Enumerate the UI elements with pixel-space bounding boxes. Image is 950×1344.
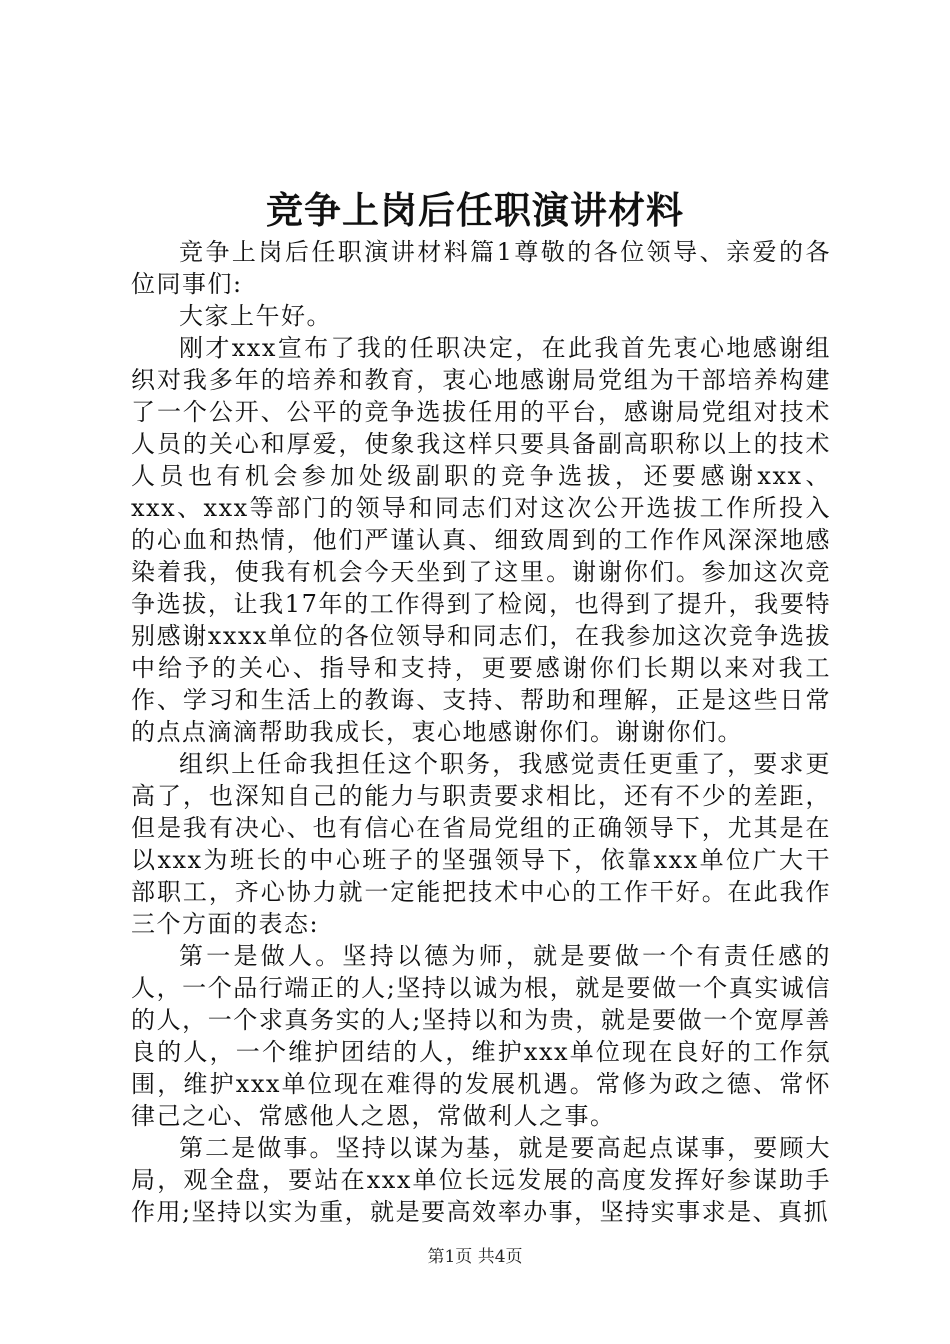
paragraph-commitment: 组织上任命我担任这个职务，我感觉责任更重了，要求更高了，也深知自己的能力与职责要求相比，还有不少的差距，但是我有决心、也有信心在省局党组的正确领导下，尤其是在以xxx为班长的中心班子的坚强领导下，依靠xxx单位广大干部职工，齐心协力就一定能把技术中心的工作干好。在此我作三个方面的表态: [131, 750, 831, 938]
document-title: 竞争上岗后任职演讲材料 [266, 188, 684, 232]
page-footer: 第1页 共4页 [427, 1247, 523, 1267]
document-body [131, 236, 831, 1228]
paragraph-work: 第二是做事。坚持以谋为基，就是要高起点谋事，要顾大局，观全盘，要站在xxx单位长远发展的高度发挥好参谋助手作用;坚持以实为重，就是要高效率办事，坚持实事求是、真抓 [131, 1134, 831, 1226]
paragraph-conduct: 第一是做人。坚持以德为师，就是要做一个有责任感的人，一个品行端正的人;坚持以诚为根，就是要做一个真实诚信的人，一个求真务实的人;坚持以和为贵，就是要做一个宽厚善良的人，一个维护团结的人，维护xxx单位现在良好的工作氛围，维护xxx单位现在难得的发展机遇。常修为政之德、常怀律己之心、常感他人之恩，常做利人之事。 [131, 942, 831, 1130]
paragraph-thanks: 刚才xxx宣布了我的任职决定，在此我首先衷心地感谢组织对我多年的培养和教育，衷心地感谢局党组为干部培养构建了一个公开、公平的竞争选拔任用的平台，感谢局党组对技术人员的关心和厚爱，使象我这样只要具备副高职称以上的技术人员也有机会参加处级副职的竞争选拔，还要感谢xxx、xxx、xxx等部门的领导和同志们对这次公开选拔工作所投入的心血和热情，他们严谨认真、细致周到的工作作风深深地感染着我，使我有机会今天坐到了这里。谢谢你们。参加这次竞争选拔，让我17年的工作得到了检阅，也得到了提升，我要特别感谢xxxx单位的各位领导和同志们，在我参加这次竞争选拔中给予的关心、指导和支持，更要感谢你们长期以来对我工作、学习和生活上的教诲、支持、帮助和理解，正是这些日常的点点滴滴帮助我成长，衷心地感谢你们。谢谢你们。 [131, 334, 831, 746]
paragraph-salutation: 大家上午好。 [179, 302, 332, 330]
paragraph-greeting: 竞争上岗后任职演讲材料篇1尊敬的各位领导、亲爱的各位同事们: [131, 238, 831, 298]
